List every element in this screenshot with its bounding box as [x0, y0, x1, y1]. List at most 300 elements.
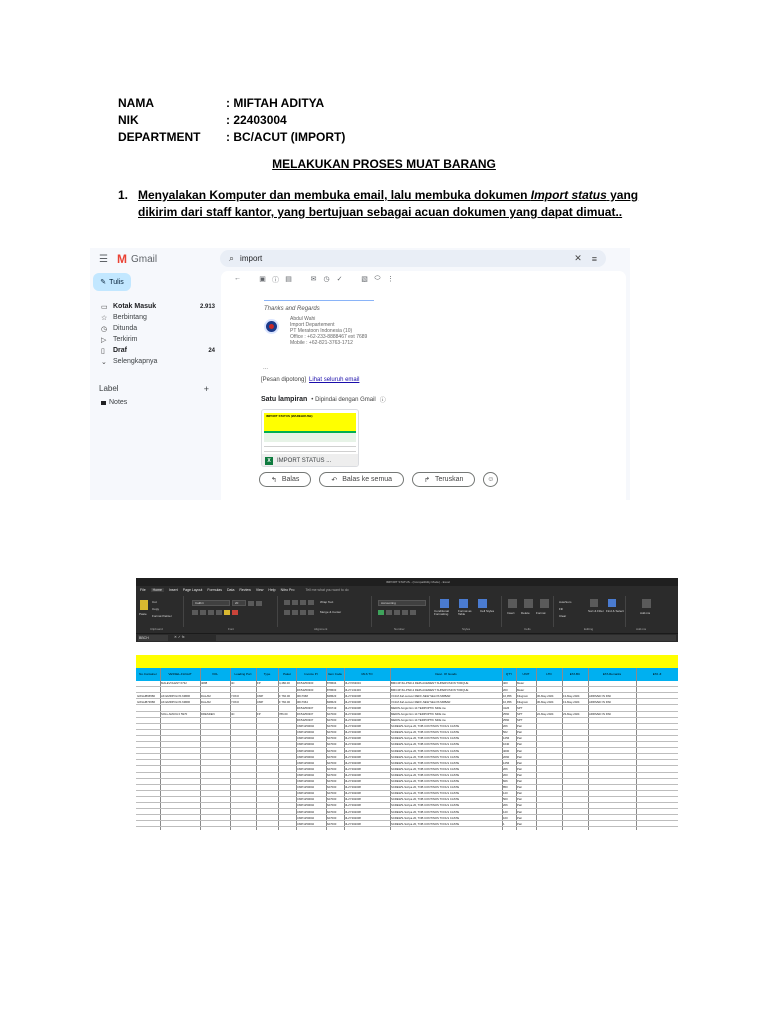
- table-cell[interactable]: 400: [503, 682, 508, 686]
- table-cell[interactable]: Kilogram: [517, 694, 529, 698]
- table-cell[interactable]: SCREWS-Scrtpa 20, TOB CONTINOS TOOLS CASTE: [391, 792, 460, 796]
- table-cell[interactable]: ARRIVED IN PAK: [589, 694, 612, 698]
- nav-label: Terkirim: [113, 336, 138, 343]
- orientation-icon[interactable]: [308, 600, 314, 605]
- table-cell[interactable]: SCREWS-Scrtpa 20, TOB CONTINOS TOOLS CASTE: [391, 810, 460, 814]
- insert-cells-icon[interactable]: [508, 599, 517, 608]
- align-center-icon[interactable]: [292, 610, 298, 615]
- table-cell[interactable]: DK54250300: [297, 688, 314, 692]
- table-cell[interactable]: 3L2Y302008: [345, 810, 361, 814]
- align-top-icon[interactable]: [284, 600, 290, 605]
- table-cell[interactable]: Pair: [517, 792, 522, 796]
- sort-filter-icon[interactable]: [590, 599, 598, 607]
- add-ins-icons: [642, 599, 651, 608]
- table-cell[interactable]: SOLL AMAYA 0 5970: [161, 712, 188, 716]
- show-trimmed-content[interactable]: ...: [263, 365, 269, 371]
- reply-all-button[interactable]: [319, 472, 404, 487]
- fill-button[interactable]: Fill: [559, 607, 563, 611]
- table-cell[interactable]: 627000: [327, 780, 337, 783]
- message-clipped: [261, 377, 359, 383]
- decrease-decimal-icon[interactable]: [410, 610, 416, 615]
- table-cell[interactable]: DK54250307: [297, 712, 314, 716]
- table-cell[interactable]: VC1M-Kaf-ceniver REFF-NEW SELOS MRBAR: [391, 694, 451, 698]
- archive-icon[interactable]: ▣: [259, 276, 266, 283]
- column-header[interactable]: MLS TO: [361, 671, 373, 676]
- excel-titlebar: [136, 578, 678, 586]
- hamburger-menu-icon[interactable]: ☰: [99, 253, 108, 265]
- table-cell[interactable]: 3L2Y302008: [345, 792, 361, 796]
- increase-decimal-icon[interactable]: [402, 610, 408, 615]
- indent-icon[interactable]: [308, 610, 314, 615]
- column-header[interactable]: VOL: [211, 671, 218, 676]
- name-box[interactable]: BBCH: [138, 635, 168, 641]
- tab-insert[interactable]: Insert: [168, 588, 178, 592]
- number-format-select[interactable]: Accounting: [378, 600, 426, 606]
- table-cell[interactable]: F 760.00: [279, 700, 291, 704]
- table-cell[interactable]: CMP1250002: [297, 761, 315, 765]
- table-cell[interactable]: 627000: [327, 810, 337, 814]
- tab-file[interactable]: File: [140, 588, 146, 592]
- label-notes[interactable]: [101, 399, 127, 406]
- cut-button[interactable]: Cut: [152, 600, 157, 604]
- column-header[interactable]: Desc. Of Goods: [435, 671, 457, 676]
- currency-icon[interactable]: [378, 610, 384, 615]
- table-cell[interactable]: DRESDEN: [201, 712, 215, 716]
- table-cell[interactable]: 13-May-2024: [563, 700, 580, 704]
- search-options-icon[interactable]: ≡: [591, 253, 597, 264]
- table-cell[interactable]: 627000: [327, 725, 337, 729]
- table-cell[interactable]: CMP1250002: [297, 798, 315, 802]
- table-cell[interactable]: SCREWS-Scrtpa 20, TOB CONTINOS TOOLS CASTE: [391, 767, 460, 771]
- paste-button[interactable]: [140, 600, 148, 610]
- decrease-font-icon[interactable]: [256, 601, 262, 606]
- table-cell[interactable]: MEDIN-fungsi Gin 14 TERPOPTIK SIDE ine: [391, 719, 446, 722]
- table-cell[interactable]: CMP: [257, 700, 264, 704]
- column-header[interactable]: No.Container: [139, 671, 157, 676]
- table-cell[interactable]: 627000: [327, 761, 337, 765]
- table-cell[interactable]: 3L2Y302008: [345, 712, 361, 716]
- increase-font-icon[interactable]: [248, 601, 254, 606]
- table-cell[interactable]: 4,480.00: [279, 682, 290, 686]
- nav-item-sent[interactable]: [90, 334, 215, 345]
- table-cell[interactable]: 200: [503, 688, 508, 692]
- conditional-formatting-icon[interactable]: [440, 599, 449, 608]
- table-cell[interactable]: Pair: [517, 822, 522, 826]
- table-cell[interactable]: SCREWS-Scrtpa 20, TOB CONTINOS TOOLS CASTE: [391, 761, 460, 765]
- table-cell[interactable]: 1040: [503, 743, 510, 747]
- align-bottom-icon[interactable]: [300, 600, 306, 605]
- table-cell[interactable]: Pair: [517, 786, 522, 790]
- table-cell[interactable]: ARRIVED IN PAK: [589, 712, 612, 716]
- merge-center-button[interactable]: Merge & Center: [320, 610, 342, 614]
- table-cell[interactable]: 562: [503, 731, 508, 735]
- format-painter-button[interactable]: Format Painter: [152, 614, 172, 618]
- table-cell[interactable]: CMP1250002: [297, 822, 315, 826]
- table-cell[interactable]: Meter: [517, 688, 525, 692]
- table-cell[interactable]: 627000: [327, 737, 337, 741]
- align-right-icon[interactable]: [300, 610, 306, 615]
- table-cell[interactable]: SCREWS-Scrtpa 20, TOB CONTINOS TOOLS CASTE: [391, 816, 460, 820]
- table-cell[interactable]: 206: [503, 804, 508, 808]
- tab-home[interactable]: Home: [152, 588, 162, 592]
- insert-button[interactable]: Insert: [507, 611, 515, 615]
- attachment-card[interactable]: [261, 409, 359, 467]
- table-cell[interactable]: CMP: [257, 694, 264, 698]
- table-cell[interactable]: SPT: [517, 719, 523, 722]
- table-cell[interactable]: 3L2Y302008: [345, 798, 361, 802]
- clear-button[interactable]: Clear: [559, 614, 567, 618]
- percent-icon[interactable]: [386, 610, 392, 615]
- table-cell[interactable]: 3L2Y132403: [345, 688, 361, 692]
- table-cell[interactable]: 3L2Y302008: [345, 749, 361, 753]
- table-cell[interactable]: DK54250307: [297, 719, 314, 722]
- search-icon[interactable]: ⌕: [229, 253, 235, 263]
- table-cell[interactable]: 120: [503, 810, 508, 814]
- row-divider: [136, 692, 678, 693]
- table-cell[interactable]: 10,956: [503, 694, 512, 698]
- find-select-icon[interactable]: [608, 599, 616, 607]
- table-cell[interactable]: 0617968: [297, 694, 308, 698]
- table-cell[interactable]: Pair: [517, 767, 522, 771]
- format-as-table-icon[interactable]: [459, 599, 468, 608]
- excel-ribbon: [136, 594, 678, 633]
- move-to-icon[interactable]: ▧: [361, 276, 368, 283]
- tab-nitro-pro[interactable]: Nitro Pro: [280, 588, 295, 592]
- table-cell[interactable]: SCREWS-Scrtpa 20, TOB CONTINOS TOOLS CASTE: [391, 731, 460, 735]
- table-cell[interactable]: VC1M-Kaf-ceniver REFF-NEW SELOS MRBAR: [391, 700, 451, 704]
- formula-input[interactable]: [216, 635, 676, 641]
- table-cell[interactable]: CMP1250002: [297, 749, 315, 753]
- table-cell[interactable]: Pair: [517, 798, 522, 802]
- comma-icon[interactable]: [394, 610, 400, 615]
- nav-item-drafts[interactable]: [90, 345, 215, 356]
- table-cell[interactable]: CMP1250002: [297, 725, 315, 729]
- tell-me-box[interactable]: Tell me what you want to do: [305, 588, 349, 592]
- table-cell[interactable]: 878604: [327, 682, 337, 686]
- forward-icon: ↱: [424, 476, 430, 484]
- table-cell[interactable]: Meter: [517, 682, 525, 686]
- delete-button[interactable]: Delete: [521, 611, 530, 615]
- table-cell[interactable]: Pair: [517, 743, 522, 747]
- table-cell[interactable]: MALEVOLENT 6732: [161, 682, 187, 686]
- table-cell[interactable]: CMP1250002: [297, 767, 315, 771]
- table-cell[interactable]: ARRIVED IN PAK: [589, 700, 612, 704]
- column-header[interactable]: Item Code: [328, 671, 342, 676]
- table-cell[interactable]: Pair: [517, 804, 522, 808]
- find-select-button[interactable]: Find & Select: [606, 609, 624, 613]
- table-cell[interactable]: DK54250300: [297, 682, 314, 686]
- compose-button[interactable]: [93, 273, 131, 291]
- cell-styles-button[interactable]: Cell Styles: [480, 609, 495, 613]
- table-cell[interactable]: SPT: [517, 706, 523, 710]
- delete-cells-icon[interactable]: [524, 599, 533, 608]
- table-cell[interactable]: BMC4P-5A-PSR-2 REPLACEMENT SUPERVISION TORQUE: [391, 688, 469, 692]
- gmail-logo[interactable]: [117, 252, 157, 266]
- table-cell[interactable]: Pair: [517, 780, 522, 783]
- table-cell[interactable]: 200: [503, 773, 508, 777]
- fx-icon[interactable]: ✕ ✓ fx: [174, 635, 185, 639]
- search-input[interactable]: import: [240, 254, 263, 263]
- tab-formulas[interactable]: Formulas: [207, 588, 222, 592]
- table-cell[interactable]: 3L2Y302008: [345, 737, 361, 741]
- table-cell[interactable]: FP: [257, 682, 261, 686]
- table-cell[interactable]: Pair: [517, 737, 522, 741]
- column-header[interactable]: ETA JI: [652, 671, 662, 676]
- table-cell[interactable]: 120: [503, 792, 508, 796]
- italic-icon[interactable]: [200, 610, 206, 615]
- cell-styles-icon[interactable]: [478, 599, 487, 608]
- table-cell[interactable]: DALAM: [201, 700, 211, 704]
- table-cell[interactable]: 3L2Y302008: [345, 700, 361, 704]
- table-cell[interactable]: 627000: [327, 804, 337, 808]
- table-cell[interactable]: 30-May-2024: [537, 694, 554, 698]
- table-cell[interactable]: AK EMRPOLOS 6MRR: [161, 700, 191, 704]
- format-cells-icon[interactable]: [540, 599, 549, 608]
- format-as-table-button[interactable]: Format as Table: [458, 609, 472, 617]
- table-cell[interactable]: CMP1250002: [297, 755, 315, 759]
- table-cell[interactable]: SCREWS-Scrtpa 20, TOB CONTINOS TOOLS CASTE: [391, 737, 460, 741]
- add-ins-button[interactable]: Add-ins: [640, 611, 651, 615]
- back-arrow-icon[interactable]: ←: [234, 275, 241, 282]
- table-cell[interactable]: 709719: [327, 706, 337, 710]
- tab-page-layout[interactable]: Page Layout: [182, 588, 203, 592]
- wrap-text-button[interactable]: Wrap Text: [320, 600, 334, 604]
- conditional-formatting-button[interactable]: Conditional Formatting: [434, 609, 450, 617]
- table-cell[interactable]: CMP1250002: [297, 786, 315, 790]
- table-cell[interactable]: 13-May-2024: [563, 694, 580, 698]
- tab-review[interactable]: Review: [239, 588, 251, 592]
- nav-item-starred[interactable]: [90, 312, 215, 323]
- table-cell[interactable]: 627000: [327, 792, 337, 796]
- table-cell[interactable]: MEDIN-fungsi Gin 14 TERPOPTIK SIDE ine: [391, 706, 446, 710]
- table-cell[interactable]: DK54250307: [297, 706, 314, 710]
- mark-unread-icon[interactable]: ✉: [310, 276, 317, 283]
- table-cell[interactable]: 22-May-2024: [537, 712, 554, 716]
- table-cell[interactable]: 826: [503, 780, 508, 783]
- search-bar[interactable]: [220, 250, 606, 267]
- table-cell[interactable]: 3L2Y302008: [345, 719, 361, 722]
- table-cell[interactable]: CMP1250002: [297, 792, 315, 796]
- table-cell[interactable]: 100: [503, 816, 508, 820]
- table-cell[interactable]: SCREWS-Scrtpa 20, TOB CONTINOS TOOLS CASTE: [391, 743, 460, 747]
- add-ins-icon[interactable]: [642, 599, 651, 608]
- table-cell[interactable]: 3L2Y302008: [345, 706, 361, 710]
- table-cell[interactable]: SCREWS-Scrtpa 20, TOB CONTINOS TOOLS CASTE: [391, 749, 460, 753]
- table-cell[interactable]: CMP1250002: [297, 810, 315, 814]
- table-cell[interactable]: 4C: [231, 712, 235, 716]
- table-cell[interactable]: 786.00: [279, 712, 288, 716]
- table-cell[interactable]: GWLHB73686: [137, 700, 156, 704]
- clear-search-icon[interactable]: ✕: [574, 253, 582, 263]
- table-cell[interactable]: 3L2Y302008: [345, 822, 361, 826]
- table-cell[interactable]: 3L2Y302008: [345, 804, 361, 808]
- nav-label: Berbintang: [113, 314, 147, 321]
- table-cell[interactable]: 3L2Y302008: [345, 761, 361, 765]
- table-cell[interactable]: SCREWS-Scrtpa 20, TOB CONTINOS TOOLS CASTE: [391, 780, 460, 783]
- bold-icon[interactable]: [192, 610, 198, 615]
- table-cell[interactable]: 30-May-2024: [537, 700, 554, 704]
- table-cell[interactable]: Pair: [517, 773, 522, 777]
- report-spam-icon[interactable]: ⓘ: [272, 277, 279, 284]
- table-cell[interactable]: 3L2Y302008: [345, 816, 361, 820]
- table-cell[interactable]: SCREWS-Scrtpa 20, TOB CONTINOS TOOLS CASTE: [391, 798, 460, 802]
- forward-button[interactable]: [412, 472, 475, 487]
- table-cell[interactable]: 850: [503, 786, 508, 790]
- table-cell[interactable]: 627000: [327, 816, 337, 820]
- table-cell[interactable]: 4088: [201, 682, 208, 686]
- table-cell[interactable]: 3L2Y302008: [345, 743, 361, 747]
- table-cell[interactable]: 206: [503, 725, 508, 729]
- table-cell[interactable]: SCREWS-Scrtpa 20, TOB CONTINOS TOOLS CASTE: [391, 822, 460, 826]
- label-icon[interactable]: ⬭: [374, 275, 381, 282]
- table-cell[interactable]: CMP1250002: [297, 773, 315, 777]
- table-cell[interactable]: Pair: [517, 816, 522, 820]
- font-size-select[interactable]: 20: [232, 600, 246, 606]
- column-header[interactable]: Type: [263, 671, 271, 676]
- sort-filter-button[interactable]: Sort & Filter: [588, 609, 604, 613]
- table-cell[interactable]: 1256: [503, 737, 510, 741]
- table-cell[interactable]: DALAM: [201, 694, 211, 698]
- column-header[interactable]: LTD: [546, 671, 552, 676]
- table-cell[interactable]: 1256: [503, 761, 510, 765]
- more-options-icon[interactable]: ⋮: [387, 276, 394, 283]
- table-cell[interactable]: 4C: [231, 682, 235, 686]
- delete-icon[interactable]: ▤: [285, 276, 292, 283]
- table-cell[interactable]: 3L2Y063004: [345, 682, 361, 686]
- table-cell[interactable]: 3L2Y302008: [345, 731, 361, 735]
- table-cell[interactable]: 2560: [503, 719, 510, 722]
- table-cell[interactable]: GWLHB96580: [137, 694, 156, 698]
- table-cell[interactable]: 627000: [327, 712, 337, 716]
- autosum-button[interactable]: AutoSum: [559, 600, 572, 604]
- table-cell[interactable]: Pair: [517, 731, 522, 735]
- align-left-icon[interactable]: [284, 610, 290, 615]
- table-cell[interactable]: YOKO: [231, 694, 240, 698]
- tab-help[interactable]: Help: [268, 588, 276, 592]
- table-cell[interactable]: CMP1250002: [297, 737, 315, 741]
- table-cell[interactable]: 848623: [327, 700, 337, 704]
- reply-button[interactable]: [259, 472, 311, 487]
- table-cell[interactable]: SCREWS-Scrtpa 20, TOB CONTINOS TOOLS CASTE: [391, 773, 460, 777]
- view-entire-message-link[interactable]: Lihat seluruh email: [309, 377, 360, 383]
- tab-data[interactable]: Data: [227, 588, 235, 592]
- column-header[interactable]: VESSEL-FLIGHT: [168, 671, 192, 676]
- table-cell[interactable]: SCREWS-Scrtpa 20, TOB CONTINOS TOOLS CASTE: [391, 755, 460, 759]
- table-cell[interactable]: Pair: [517, 749, 522, 753]
- info-icon[interactable]: ⓘ: [379, 398, 386, 404]
- table-cell[interactable]: SCREWS-Scrtpa 20, TOB CONTINOS TOOLS CASTE: [391, 725, 460, 729]
- table-cell[interactable]: 4000: [503, 749, 510, 753]
- table-cell[interactable]: 3L2Y302008: [345, 773, 361, 777]
- column-header[interactable]: ETA BC: [569, 671, 581, 676]
- column-header[interactable]: UNIT: [522, 671, 530, 676]
- table-cell[interactable]: CMP1250002: [297, 743, 315, 747]
- underline-icon[interactable]: [208, 610, 214, 615]
- align-middle-icon[interactable]: [292, 600, 298, 605]
- table-cell[interactable]: 2560: [503, 712, 510, 716]
- spreadsheet-grid[interactable]: [136, 642, 678, 830]
- table-cell[interactable]: MEDIN-fungsi Gin 14 TERPOPTIK SIDE ine: [391, 712, 446, 716]
- table-cell[interactable]: 3L2Y302008: [345, 755, 361, 759]
- table-cell[interactable]: CMP1250002: [297, 804, 315, 808]
- nav-item-inbox[interactable]: [90, 301, 215, 312]
- font-name-select[interactable]: Calibri: [192, 600, 230, 606]
- table-cell[interactable]: 23-May-2024: [563, 712, 580, 716]
- column-header[interactable]: ETA Remarks: [602, 671, 622, 676]
- table-cell[interactable]: 3L2Y302008: [345, 694, 361, 698]
- table-cell[interactable]: CMP1250002: [297, 780, 315, 783]
- table-cell[interactable]: 3L2Y302008: [345, 767, 361, 771]
- table-cell[interactable]: 3L2Y302008: [345, 786, 361, 790]
- table-cell[interactable]: 627000: [327, 743, 337, 747]
- copy-button[interactable]: Copy: [152, 607, 160, 611]
- table-cell[interactable]: 878603: [327, 688, 337, 692]
- table-cell[interactable]: Pair: [517, 810, 522, 814]
- add-label-icon[interactable]: +: [203, 384, 209, 394]
- table-cell[interactable]: 4126: [503, 706, 510, 710]
- nav-item-snoozed[interactable]: [90, 323, 215, 334]
- table-cell[interactable]: 0617964: [297, 700, 308, 704]
- table-cell[interactable]: 627000: [327, 719, 337, 722]
- table-cell[interactable]: 3L2Y302008: [345, 780, 361, 783]
- table-cell[interactable]: Pair: [517, 761, 522, 765]
- emoji-reaction-icon[interactable]: ☺: [483, 472, 498, 487]
- tab-view[interactable]: View: [255, 588, 264, 592]
- fill-color-icon[interactable]: [224, 610, 230, 615]
- snooze-action-icon[interactable]: ◷: [323, 276, 330, 283]
- nav-item-more[interactable]: [90, 356, 215, 367]
- table-cell[interactable]: SPT: [517, 712, 523, 716]
- table-cell[interactable]: YOKO: [231, 700, 240, 704]
- add-task-icon[interactable]: ✓: [336, 276, 343, 283]
- table-cell[interactable]: 1: [503, 822, 505, 826]
- table-cell[interactable]: 3L2Y302008: [345, 725, 361, 729]
- table-cell[interactable]: 500: [503, 798, 508, 802]
- table-cell[interactable]: 2060: [503, 755, 510, 759]
- table-cell[interactable]: 627000: [327, 822, 337, 826]
- table-cell[interactable]: 627000: [327, 731, 337, 735]
- table-cell[interactable]: 627000: [327, 798, 337, 802]
- table-cell[interactable]: Pair: [517, 725, 522, 729]
- table-cell[interactable]: CMP1250002: [297, 816, 315, 820]
- table-cell[interactable]: 848623: [327, 694, 337, 698]
- table-cell[interactable]: 10,956: [503, 700, 512, 704]
- table-cell[interactable]: 627000: [327, 786, 337, 790]
- column-header[interactable]: Loading Port: [234, 671, 252, 676]
- table-cell[interactable]: 206: [503, 767, 508, 771]
- table-cell[interactable]: SCREWS-Scrtpa 20, TOB CONTINOS TOOLS CASTE: [391, 804, 460, 808]
- table-cell[interactable]: BMC4P-5A-PSR-2 REPLACEMENT SUPERVISION TORQUE: [391, 682, 469, 686]
- font-color-icon[interactable]: [232, 610, 238, 615]
- border-icon[interactable]: [216, 610, 222, 615]
- column-header[interactable]: QTY: [505, 671, 513, 676]
- table-cell[interactable]: 627000: [327, 773, 337, 777]
- column-header[interactable]: Invoice PI: [304, 671, 318, 676]
- table-cell[interactable]: F 760.00: [279, 694, 291, 698]
- table-cell[interactable]: 627000: [327, 755, 337, 759]
- column-header[interactable]: Paket: [283, 671, 291, 676]
- row-divider: [136, 747, 678, 748]
- table-cell[interactable]: Pair: [517, 755, 522, 759]
- table-cell[interactable]: CMP1250002: [297, 731, 315, 735]
- table-cell[interactable]: Kilogram: [517, 700, 529, 704]
- table-cell[interactable]: SCREWS-Scrtpa 20, TOB CONTINOS TOOLS CASTE: [391, 786, 460, 790]
- table-cell[interactable]: 627000: [327, 767, 337, 771]
- table-cell[interactable]: AK EMRPOLOS 6MRR: [161, 694, 191, 698]
- table-cell[interactable]: 627000: [327, 749, 337, 753]
- format-button[interactable]: Format: [536, 611, 546, 615]
- table-cell[interactable]: FP: [257, 712, 261, 716]
